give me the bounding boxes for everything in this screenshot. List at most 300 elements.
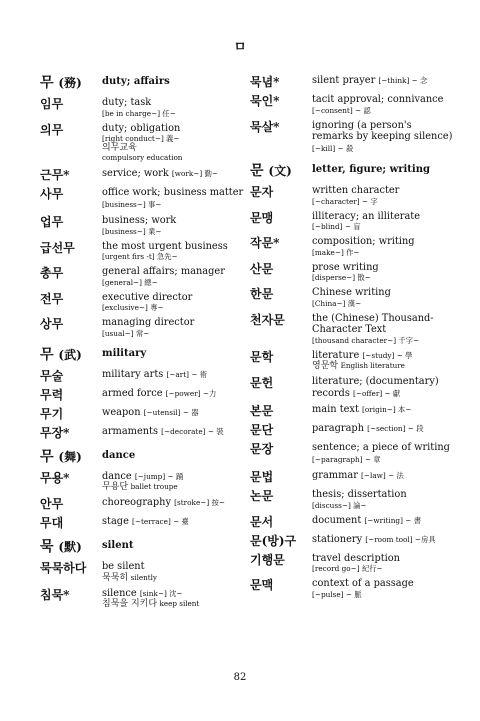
- entry-definition: [102, 407, 245, 421]
- korean-word: 총무: [40, 266, 64, 280]
- entry-definition: [312, 376, 455, 399]
- entry-word: [40, 292, 102, 313]
- definition-main: composition; writing: [312, 236, 415, 247]
- dictionary-entry: [250, 185, 455, 206]
- definition-main: military: [102, 347, 147, 359]
- definition-text: [312, 287, 455, 299]
- definition-text: [102, 97, 245, 109]
- korean-word: 문(방)구: [250, 533, 297, 548]
- entry-definition: [102, 561, 245, 583]
- dictionary-entry: [40, 215, 245, 236]
- definition-text: [102, 292, 245, 304]
- dictionary-entry: [40, 561, 245, 583]
- korean-word: 묵묵하다: [40, 561, 87, 575]
- dictionary-entry: [250, 287, 455, 308]
- entry-definition: [312, 404, 455, 418]
- korean-word: 안무: [40, 497, 64, 511]
- dictionary-entry: [250, 350, 455, 372]
- definition-main: literature; (documentary) records: [312, 376, 439, 399]
- entry-word: [40, 588, 102, 610]
- etymology-note: [~offer] ~ 獻: [352, 388, 401, 398]
- entry-definition: [312, 262, 455, 283]
- entry-definition: [102, 388, 245, 402]
- korean-word: 무장*: [40, 425, 70, 440]
- etymology-note: [China~] 漢~: [312, 298, 362, 308]
- dictionary-entry: [250, 470, 455, 484]
- dictionary-entry: [250, 423, 455, 437]
- etymology-note: [~blind] ~ 盲: [312, 222, 361, 231]
- entry-word: [40, 75, 102, 91]
- dictionary-entry: [40, 471, 245, 493]
- definition-text: [102, 75, 245, 89]
- etymology-note: [urgent firs -t] 急先~: [102, 252, 178, 261]
- definition-main: sentence; a piece of writing: [312, 442, 450, 453]
- definition-main: armed force: [102, 387, 163, 399]
- entry-definition: [102, 426, 245, 440]
- example-korean: 무용단: [102, 482, 129, 492]
- etymology-note: [discuss~] 論~: [312, 500, 367, 510]
- definition-main: the most urgent business: [102, 240, 228, 252]
- hanja-character: (舞): [58, 449, 82, 464]
- page-number: 82: [233, 672, 247, 683]
- definition-text: [312, 578, 455, 590]
- etymology-note: [~writing] ~ 書: [364, 515, 421, 525]
- definition-main: dance: [102, 449, 136, 461]
- entry-definition: [102, 266, 245, 287]
- entry-word: [250, 120, 312, 155]
- dictionary-entry: [40, 407, 245, 421]
- definition-text: [312, 262, 455, 274]
- definition-main: executive director: [102, 291, 193, 303]
- definition-text: [312, 376, 455, 399]
- etymology-note: [~jump] ~ 踊: [134, 471, 184, 481]
- dictionary-entry: [40, 241, 245, 262]
- korean-word: 문: [250, 163, 264, 179]
- example-korean: 의무교육: [102, 143, 137, 153]
- definition-text: [312, 442, 455, 465]
- definition-main: general affairs; manager: [102, 266, 225, 277]
- entry-word: [40, 266, 102, 287]
- definition-main: stationery: [312, 533, 363, 545]
- entry-word: [40, 471, 102, 493]
- etymology-note: [~study] ~ 學: [362, 350, 413, 360]
- etymology-note: [thousand character~] 千字~: [312, 335, 420, 345]
- etymology-note: [~consent] ~ 認: [312, 105, 371, 115]
- entry-definition: [102, 241, 245, 262]
- korean-word: 문장: [250, 442, 274, 456]
- example-english: keep silent: [159, 599, 200, 608]
- entry-definition: [102, 292, 245, 313]
- etymology-note: [business~] 業~: [102, 226, 162, 236]
- entry-definition: [312, 75, 455, 89]
- dictionary-entry: [40, 426, 245, 440]
- korean-word: 논문: [250, 489, 274, 503]
- entry-word: [250, 470, 312, 484]
- definition-main: grammar: [312, 470, 358, 481]
- entry-word: [250, 211, 312, 232]
- entry-heading: [40, 347, 245, 363]
- definition-main: silence: [102, 587, 137, 599]
- entry-word: [250, 262, 312, 283]
- definition-main: written character: [312, 185, 400, 196]
- entry-heading: [40, 75, 245, 91]
- definition-main: ignoring (a person's remarks by keeping silence): [312, 119, 453, 142]
- definition-text: [312, 75, 455, 87]
- definition-main: weapon: [102, 406, 141, 418]
- korean-word: 무: [40, 75, 54, 91]
- definition-text: [102, 561, 245, 573]
- dictionary-entry: [250, 489, 455, 510]
- definition-text: [312, 185, 455, 197]
- definition-main: duty; affairs: [102, 76, 170, 87]
- etymology-note: [~power] ~力: [165, 388, 217, 398]
- definition-text: [312, 534, 455, 546]
- definition-main: literature: [312, 349, 360, 361]
- korean-word: 묵념*: [250, 75, 280, 89]
- etymology-note: [right conduct~] 義~: [102, 134, 180, 143]
- korean-word: 문학: [250, 349, 274, 364]
- definition-main: paragraph: [312, 423, 365, 434]
- entry-heading: [40, 539, 245, 555]
- entry-definition: [312, 287, 455, 308]
- entry-word: [250, 313, 312, 345]
- dictionary-entry: [250, 534, 455, 548]
- entry-word: [40, 407, 102, 421]
- entry-definition: [312, 211, 455, 232]
- etymology-note: [make~] 作~: [312, 247, 360, 257]
- definition-main: letter, figure; writing: [312, 164, 430, 175]
- etymology-note: [~paragraph] ~ 章: [312, 454, 381, 464]
- entry-word: [40, 97, 102, 118]
- entry-word: [40, 561, 102, 583]
- definition-text: [312, 211, 455, 223]
- hanja-character: (默): [58, 540, 82, 554]
- definition-main: main text: [312, 404, 359, 415]
- entry-definition: [102, 471, 245, 493]
- definition-main: duty; task: [102, 97, 152, 108]
- definition-main: document: [312, 514, 362, 526]
- korean-word: 문법: [250, 470, 274, 484]
- entry-word: [40, 317, 102, 338]
- dictionary-entry: [250, 75, 455, 89]
- entry-word: [250, 236, 312, 257]
- dictionary-entry: [40, 317, 245, 338]
- entry-word: [40, 539, 102, 555]
- entry-definition: [102, 187, 245, 210]
- definition-main: dance: [102, 470, 132, 482]
- definition-text: [102, 369, 245, 381]
- etymology-note: [sink~] 沈~: [139, 588, 183, 598]
- hanja-character: (務): [58, 76, 82, 90]
- entry-definition: [312, 442, 455, 465]
- entry-word: [250, 376, 312, 399]
- korean-word: 급선무: [40, 240, 75, 255]
- entry-word: [250, 534, 312, 548]
- right-column: [250, 75, 455, 604]
- korean-word: 무: [40, 346, 54, 363]
- dictionary-entry: [250, 211, 455, 232]
- definition-main: stage: [102, 516, 129, 527]
- definition-text: [102, 497, 245, 509]
- definition-text: [312, 404, 455, 416]
- dictionary-entry: [250, 376, 455, 399]
- definition-main: the (Chinese) Thousand-Character Text: [312, 312, 434, 335]
- entry-word: [40, 241, 102, 262]
- dictionary-entry: [40, 168, 245, 182]
- entry-word: [250, 350, 312, 372]
- entry-definition: [312, 423, 455, 437]
- entry-definition: [312, 534, 455, 548]
- definition-text: [312, 423, 455, 435]
- etymology-note: [~section] ~ 段: [367, 424, 424, 433]
- entry-definition: [102, 497, 245, 511]
- definition-text: [312, 515, 455, 527]
- definition-text: [102, 347, 245, 361]
- entry-definition: [312, 470, 455, 484]
- entry-definition: [312, 578, 455, 599]
- entry-definition: [102, 168, 245, 182]
- entry-definition: [102, 215, 245, 236]
- dictionary-entry: [250, 313, 455, 345]
- definition-text: [312, 120, 455, 155]
- entry-word: [40, 369, 102, 383]
- entry-definition: [312, 185, 455, 206]
- etymology-note: [disperse~] 散~: [312, 273, 371, 282]
- korean-word: 무술: [40, 368, 64, 383]
- korean-word: 사무: [40, 187, 64, 201]
- etymology-note: [~think] ~ 念: [378, 76, 428, 85]
- entry-word: [40, 187, 102, 210]
- korean-word: 작문*: [250, 236, 280, 250]
- definition-main: prose writing: [312, 261, 379, 273]
- etymology-note: [~kill] ~ 殺: [312, 143, 354, 153]
- definition-main: duty; obligation: [102, 122, 181, 134]
- definition-main: military arts: [102, 368, 164, 380]
- entry-word: [250, 515, 312, 529]
- dictionary-entry: [250, 442, 455, 465]
- example-phrase: [102, 143, 245, 153]
- dictionary-entry: [250, 553, 455, 574]
- entry-definition: [102, 516, 245, 530]
- dictionary-entry: [40, 97, 245, 118]
- definition-main: office work; business matter: [102, 187, 244, 198]
- dictionary-entry: [40, 187, 245, 210]
- definition-text: [102, 407, 245, 419]
- etymology-note: [~room tool] ~房具: [365, 534, 436, 544]
- korean-word: 의무: [40, 122, 64, 137]
- entry-definition: [312, 120, 455, 155]
- entry-word: [250, 185, 312, 206]
- entry-definition: [102, 369, 245, 383]
- korean-word: 묵인*: [250, 94, 280, 108]
- definition-main: tacit approval; connivance: [312, 94, 444, 105]
- definition-text: [312, 313, 455, 336]
- definition-main: armaments: [102, 425, 159, 437]
- entry-definition: [312, 236, 455, 257]
- entry-word: [40, 426, 102, 440]
- entry-word: [40, 516, 102, 530]
- dictionary-entry: [250, 236, 455, 257]
- definition-text: [102, 317, 245, 329]
- dictionary-entry: [250, 262, 455, 283]
- definition-text: [102, 449, 245, 463]
- entry-definition: [102, 75, 245, 91]
- definition-text: [102, 588, 245, 600]
- etymology-note: [stroke~] 按~: [174, 498, 225, 507]
- hanja-character: (文): [268, 164, 292, 178]
- dictionary-entry: [40, 516, 245, 530]
- dictionary-entry: [250, 578, 455, 599]
- definition-text: [102, 426, 245, 438]
- definition-text: [312, 94, 455, 106]
- korean-word: 문헌: [250, 376, 274, 390]
- entry-definition: [102, 97, 245, 118]
- korean-word: 무기: [40, 406, 64, 421]
- korean-word: 천자문: [250, 312, 285, 327]
- entry-word: [250, 94, 312, 115]
- etymology-note: [exclusive~] 專~: [102, 303, 164, 312]
- entry-definition: [312, 553, 455, 574]
- etymology-note: [~pulse] ~ 脈: [312, 589, 362, 599]
- korean-word: 근무*: [40, 168, 70, 182]
- entry-definition: [312, 94, 455, 115]
- definition-main: service; work: [102, 168, 169, 179]
- definition-text: [312, 470, 455, 482]
- definition-text: [312, 489, 455, 501]
- dictionary-entry: [250, 120, 455, 155]
- entry-word: [250, 489, 312, 510]
- definition-text: [102, 266, 245, 278]
- etymology-note: [business~] 事~: [102, 199, 162, 209]
- korean-word: 문서: [250, 514, 274, 529]
- entry-word: [250, 553, 312, 574]
- korean-word: 무: [40, 448, 54, 465]
- definition-text: [102, 215, 245, 227]
- entry-word: [250, 75, 312, 89]
- etymology-note: [usual~] 常~: [102, 328, 150, 338]
- dictionary-entry: [250, 94, 455, 115]
- entry-word: [250, 404, 312, 418]
- entry-word: [40, 123, 102, 164]
- entry-heading: [250, 163, 455, 179]
- korean-word: 산문: [250, 261, 274, 276]
- left-column: [40, 75, 245, 614]
- definition-main: travel description: [312, 552, 400, 564]
- entry-definition: [102, 317, 245, 338]
- example-english: silently: [130, 572, 157, 582]
- korean-word: 침묵*: [40, 587, 70, 602]
- korean-word: 묵살*: [250, 119, 280, 134]
- dictionary-entry: [40, 369, 245, 383]
- entry-word: [40, 388, 102, 402]
- entry-definition: [102, 123, 245, 164]
- etymology-note: [work~] 勤~: [171, 169, 218, 178]
- definition-text: [102, 471, 245, 483]
- dictionary-entry: [40, 292, 245, 313]
- definition-main: silent: [102, 540, 134, 551]
- entry-definition: [312, 489, 455, 510]
- example-korean: 묵묵히: [102, 572, 129, 583]
- entry-heading: [40, 449, 245, 465]
- entry-definition: [102, 347, 245, 363]
- etymology-note: [~character] ~ 字: [312, 196, 378, 206]
- entry-word: [250, 287, 312, 308]
- korean-word: 묵: [40, 539, 54, 555]
- definition-text: [102, 241, 245, 253]
- entry-word: [40, 168, 102, 182]
- example-korean: 영문학: [312, 361, 339, 371]
- etymology-note: [~art] ~ 術: [166, 369, 208, 379]
- definition-text: [102, 168, 245, 180]
- dictionary-entry: [40, 388, 245, 402]
- entry-word: [250, 442, 312, 465]
- definition-text: [102, 388, 245, 400]
- korean-word: 문단: [250, 423, 274, 437]
- korean-word: 상무: [40, 317, 64, 331]
- example-phrase: [102, 573, 245, 583]
- example-phrase: [102, 599, 245, 609]
- entry-word: [40, 497, 102, 511]
- definition-main: thesis; dissertation: [312, 489, 407, 500]
- definition-text: [102, 187, 245, 210]
- korean-word: 무대: [40, 516, 64, 530]
- etymology-note: [~law] ~ 法: [361, 471, 404, 480]
- dictionary-entry: [40, 588, 245, 610]
- definition-text: [312, 163, 455, 177]
- korean-word: 업무: [40, 215, 64, 229]
- korean-word: 문맥: [250, 578, 274, 592]
- definition-main: choreography: [102, 497, 171, 508]
- dictionary-entry: [40, 266, 245, 287]
- entry-definition: [102, 588, 245, 610]
- entry-definition: [312, 515, 455, 529]
- dictionary-entry: [250, 515, 455, 529]
- korean-word: 한문: [250, 287, 274, 301]
- dictionary-entry: [40, 123, 245, 164]
- entry-definition: [312, 313, 455, 345]
- korean-word: 임무: [40, 97, 64, 111]
- korean-word: 문맹: [250, 210, 274, 225]
- korean-word: 무력: [40, 387, 64, 402]
- etymology-note: [record go~] 紀行~: [312, 564, 383, 573]
- entry-word: [40, 347, 102, 363]
- entry-word: [250, 578, 312, 599]
- example-english: compulsory education: [102, 153, 183, 162]
- dictionary-entry: [40, 497, 245, 511]
- entry-word: [40, 215, 102, 236]
- definition-main: illiteracy; an illiterate: [312, 210, 421, 222]
- entry-word: [40, 449, 102, 465]
- definition-text: [312, 553, 455, 565]
- etymology-note: [~terrace] ~ 臺: [132, 517, 189, 526]
- definition-main: be silent: [102, 561, 145, 572]
- definition-main: silent prayer: [312, 75, 376, 86]
- definition-main: business; work: [102, 215, 177, 226]
- dictionary-entry: [250, 404, 455, 418]
- definition-main: context of a passage: [312, 578, 414, 589]
- korean-word: 본문: [250, 404, 274, 418]
- etymology-note: [~utensil] ~ 器: [143, 407, 199, 417]
- example-phrase: [102, 153, 245, 163]
- entry-word: [250, 423, 312, 437]
- korean-word: 기행문: [250, 552, 285, 567]
- entry-definition: [312, 163, 455, 179]
- entry-word: [250, 163, 312, 179]
- example-phrase: [102, 482, 245, 492]
- definition-main: managing director: [102, 317, 195, 328]
- definition-text: [102, 539, 245, 553]
- example-english: English literature: [340, 361, 405, 370]
